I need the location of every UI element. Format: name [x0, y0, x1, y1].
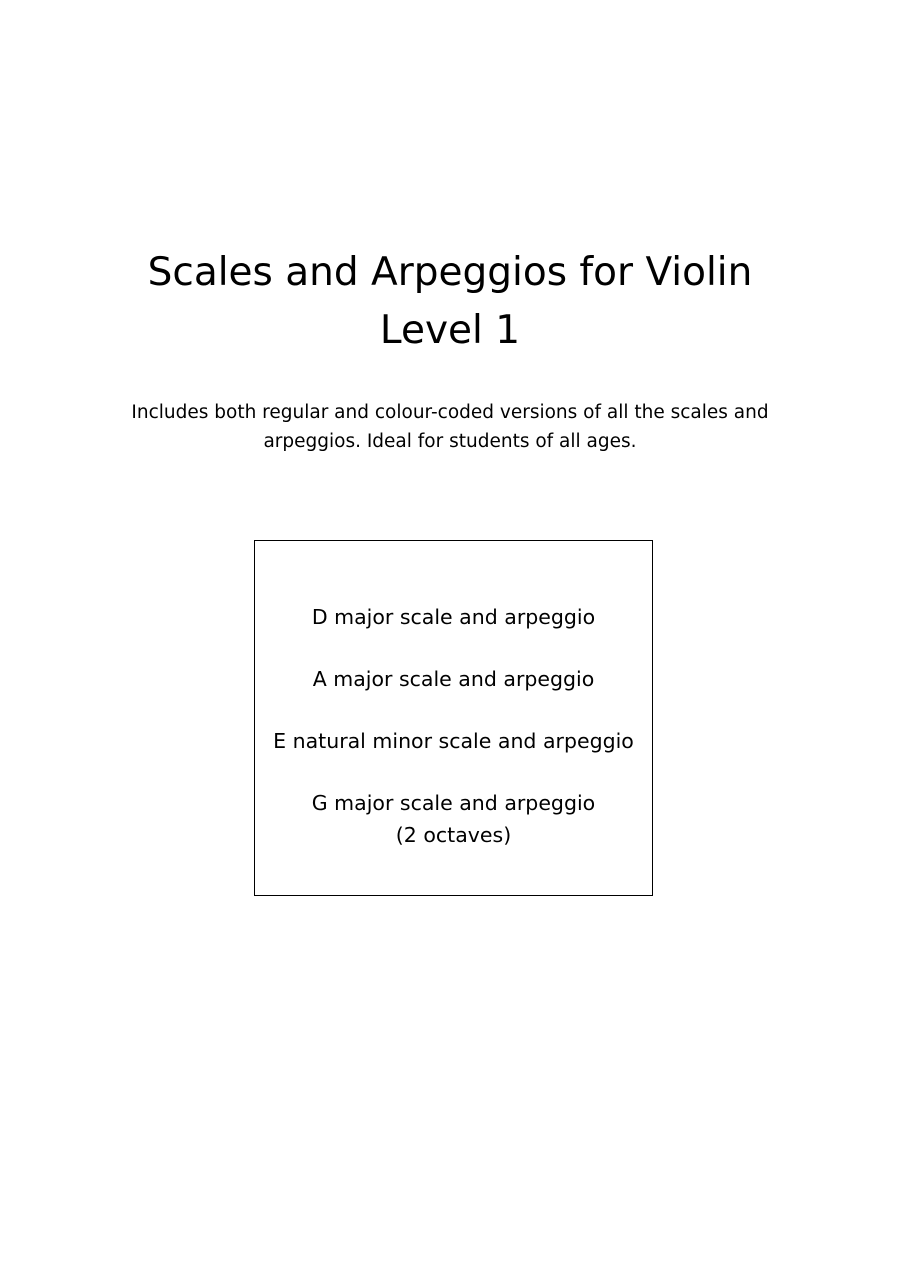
contents-item-label: D major scale and arpeggio [311, 605, 596, 629]
page-title [0, 244, 900, 360]
contents-item-d-major [255, 601, 652, 633]
contents-list [255, 601, 652, 881]
contents-item-label: A major scale and arpeggio [312, 667, 595, 691]
title-line-1: Scales and Arpeggios for Violin [147, 250, 753, 296]
contents-item-label: E natural minor scale and arpeggio [273, 729, 634, 753]
contents-item-a-major [255, 663, 652, 695]
description-line-1: Includes both regular and colour-coded versions of all the scales and [131, 402, 769, 423]
contents-item-e-natural-minor [255, 725, 652, 757]
contents-item-label: G major scale and arpeggio [311, 791, 596, 815]
contents-box [254, 540, 653, 896]
title-line-2: Level 1 [379, 308, 521, 354]
description [110, 398, 790, 456]
description-line-2: arpeggios. Ideal for students of all ages. [263, 431, 637, 452]
contents-item-g-major [255, 787, 652, 851]
contents-item-note: (2 octaves) [395, 823, 512, 847]
